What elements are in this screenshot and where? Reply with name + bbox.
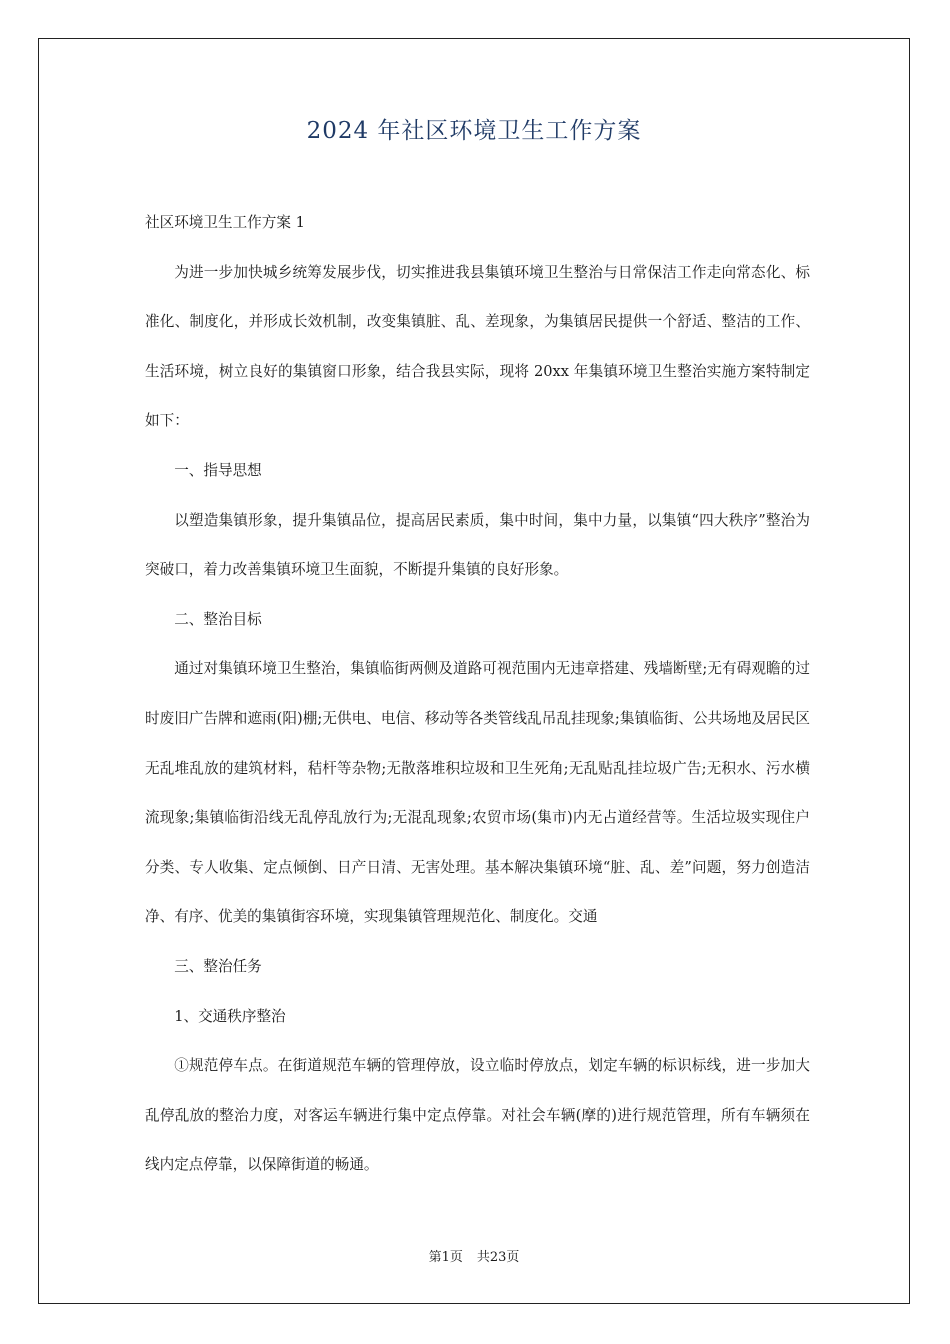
guiding-ideology-paragraph: 以塑造集镇形象，提升集镇品位，提高居民素质，集中时间，集中力量，以集镇“四大秩序”整治为突破口，着力改善集镇环境卫生面貌，不断提升集镇的良好形象。 <box>145 511 810 579</box>
goals-paragraph: 通过对集镇环境卫生整治，集镇临街两侧及道路可视范围内无违章搭建、残墙断壁;无有碍观瞻的过时废旧广告牌和遮雨(阳)棚;无供电、电信、移动等各类管线乱吊乱挂现象;集镇临街、公共场地及居民区无乱堆乱放的建筑材料，秸杆等杂物;无散落堆积垃圾和卫生死角;无乱贴乱挂垃圾广告;无积水、污水横流现象;集镇临街沿线无乱停乱放行为;无混乱现象;农贸市场(集市)内无占道经营等。生活垃圾实现住户分类、专人收集、定点倾倒、日产日清、无害处理。基本解决集镇环境“脏、乱、差”问题，努力创造洁净、有序、优美的集镇街容环境，实现集镇管理规范化、制度化。交通 <box>145 660 810 926</box>
parking-paragraph: ①规范停车点。在街道规范车辆的管理停放，设立临时停放点，划定车辆的标识标线，进一步加大乱停乱放的整治力度，对客运车辆进行集中定点停靠。对社会车辆(摩的)进行规范管理，所有车辆须在线内定点停靠，以保障街道的畅通。 <box>145 1057 810 1174</box>
heading-traffic-order: 1、交通秩序整治 <box>174 1007 286 1025</box>
page-footer <box>38 1246 910 1265</box>
section-subtitle: 社区环境卫生工作方案 1 <box>145 214 305 231</box>
heading-tasks: 三、整治任务 <box>174 957 262 975</box>
heading-goals: 二、整治目标 <box>174 610 262 628</box>
document-title: 2024 年社区环境卫生工作方案 <box>306 118 642 144</box>
document-body <box>145 198 810 1190</box>
page-number: 第1页 <box>428 1250 463 1265</box>
heading-guiding-ideology: 一、指导思想 <box>174 461 262 479</box>
total-pages: 共23页 <box>476 1250 520 1265</box>
intro-paragraph: 为进一步加快城乡统筹发展步伐，切实推进我县集镇环境卫生整治与日常保洁工作走向常态化、标准化、制度化，并形成长效机制，改变集镇脏、乱、差现象，为集镇居民提供一个舒适、整洁的工作、生活环境，树立良好的集镇窗口形象，结合我县实际，现将 20xx 年集镇环境卫生整治实施方案特制定如下： <box>145 263 810 430</box>
